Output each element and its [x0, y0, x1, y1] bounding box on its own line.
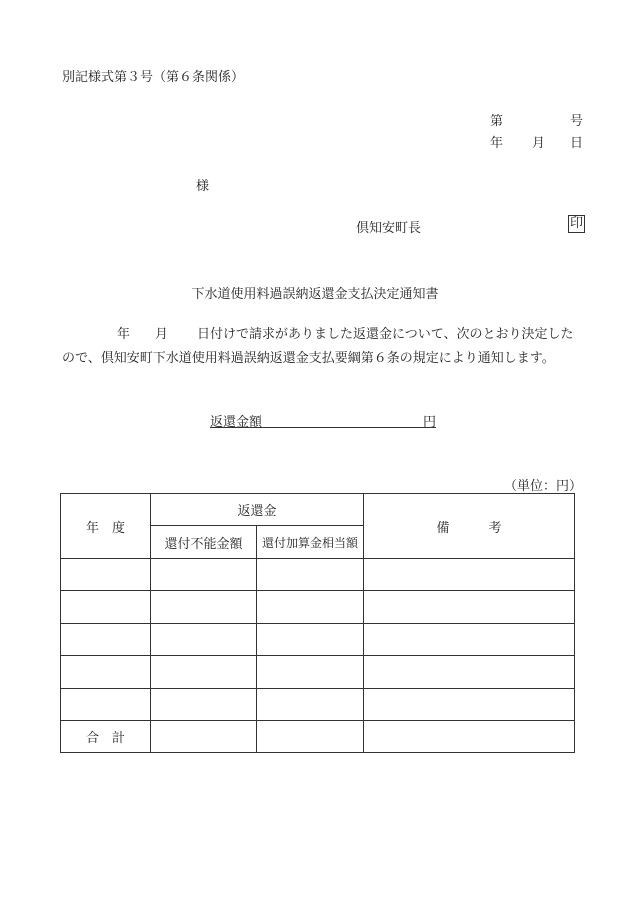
issuer-title: 倶知安町長	[356, 221, 422, 236]
cell-unrefundable	[151, 591, 257, 623]
form-label: 別記様式第３号（第６条関係）	[62, 70, 245, 85]
col-year-header: 年 度	[61, 494, 151, 559]
body-year-label: 年	[117, 327, 131, 342]
body-month-label: 月	[155, 327, 169, 342]
table-row	[61, 591, 575, 623]
cell-unrefundable	[151, 623, 257, 655]
date-month-label: 月	[532, 136, 546, 151]
cell-remarks	[364, 623, 575, 655]
table-row	[61, 559, 575, 591]
cell-unrefundable	[151, 559, 257, 591]
cell-remarks	[364, 656, 575, 688]
body-line-1-text: 日付けで請求がありました返還金について、次のとおり決定した	[197, 327, 574, 342]
document-title: 下水道使用料過誤納返還金支払決定通知書	[191, 287, 439, 302]
refund-amount-line	[210, 411, 436, 428]
refund-amount-label: 返還金額	[210, 415, 263, 430]
date-day-label: 日	[570, 136, 584, 151]
col-additional-header: 還付加算金相当額	[257, 526, 364, 559]
cell-year	[61, 688, 151, 720]
recipient-suffix: 様	[196, 179, 210, 194]
total-unrefundable	[151, 720, 257, 752]
cell-unrefundable	[151, 656, 257, 688]
cell-additional	[257, 656, 364, 688]
cell-year	[61, 623, 151, 655]
body-line-2: ので、倶知安町下水道使用料過誤納返還金支払要綱第６条の規定により通知します。	[62, 351, 555, 366]
table-header-row-1	[61, 494, 575, 526]
table-row	[61, 688, 575, 720]
unit-note: （単位：円）	[504, 479, 583, 494]
cell-additional	[257, 688, 364, 720]
cell-remarks	[364, 591, 575, 623]
table-row	[61, 656, 575, 688]
total-additional	[257, 720, 364, 752]
cell-additional	[257, 559, 364, 591]
table-row	[61, 623, 575, 655]
doc-number-suffix: 号	[570, 114, 584, 129]
total-remarks	[364, 720, 575, 752]
cell-unrefundable	[151, 688, 257, 720]
cell-additional	[257, 591, 364, 623]
col-refund-group-header: 返還金	[151, 494, 364, 526]
col-unrefundable-header: 還付不能金額	[151, 526, 257, 559]
cell-year	[61, 656, 151, 688]
total-label: 合 計	[61, 720, 151, 752]
refund-amount-unit: 円	[422, 415, 436, 430]
seal-mark: 印	[570, 216, 584, 231]
cell-additional	[257, 623, 364, 655]
doc-number-prefix: 第	[490, 114, 504, 129]
refund-table	[60, 493, 575, 753]
cell-year	[61, 559, 151, 591]
cell-remarks	[364, 559, 575, 591]
date-year-label: 年	[490, 136, 504, 151]
cell-remarks	[364, 688, 575, 720]
table-total-row	[61, 720, 575, 752]
cell-year	[61, 591, 151, 623]
col-remarks-header: 備 考	[364, 494, 575, 559]
